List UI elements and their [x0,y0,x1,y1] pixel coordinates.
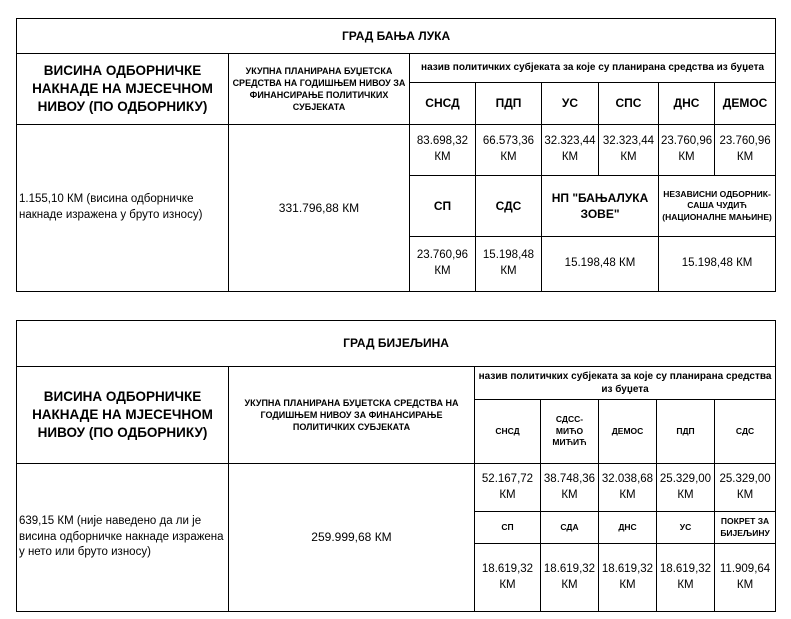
party-amount: 23.760,96 КМ [659,125,715,176]
party-name: ПДП [476,83,542,125]
party-amount: 18.619,32 КМ [657,544,715,612]
party-name: ДЕМОС [599,400,657,464]
party-name: ПОКРЕТ ЗА БИЈЕЉИНУ [715,512,776,544]
party-name: СДС [476,176,542,237]
banja-luka-table [16,18,776,292]
party-amount: 18.619,32 КМ [599,544,657,612]
party-amount: 15.198,48 КМ [659,237,776,292]
party-amount: 52.167,72 КМ [475,464,541,512]
party-amount: 18.619,32 КМ [541,544,599,612]
party-name: СП [475,512,541,544]
city-title: ГРАД БАЊА ЛУКА [17,19,776,54]
header-councillor-fee: ВИСИНА ОДБОРНИЧКЕ НАКНАДЕ НА МЈЕСЕЧНОМ НИВОУ (ПО ОДБОРНИКУ) [17,367,229,464]
party-amount: 18.619,32 КМ [475,544,541,612]
header-total-budget: УКУПНА ПЛАНИРАНА БУЏЕТСКА СРЕДСТВА НА ГОДИШЊЕМ НИВОУ ЗА ФИНАНСИРАЊЕ ПОЛИТИЧКИХ СУБЈЕКАТА [229,367,475,464]
header-councillor-fee: ВИСИНА ОДБОРНИЧКЕ НАКНАДЕ НА МЈЕСЕЧНОМ НИВОУ (ПО ОДБОРНИКУ) [17,54,229,125]
party-amount: 15.198,48 КМ [476,237,542,292]
party-amount: 25.329,00 КМ [715,464,776,512]
party-name: УС [657,512,715,544]
party-amount: 32.038,68 КМ [599,464,657,512]
header-total-budget: УКУПНА ПЛАНИРАНА БУЏЕТСКА СРЕДСТВА НА ГОДИШЊЕМ НИВОУ ЗА ФИНАНСИРАЊЕ ПОЛИТИЧКИХ СУБЈЕКАТА [229,54,410,125]
party-amount: 32.323,44 КМ [599,125,659,176]
party-amount: 66.573,36 КМ [476,125,542,176]
party-amount: 11.909,64 КМ [715,544,776,612]
header-parties: назив политичких субјеката за које су планирана средства из буџета [410,54,776,83]
party-amount: 38.748,36 КМ [541,464,599,512]
header-parties: назив политичких субјеката за које су планирана средства из буџета [475,367,776,400]
party-name: СП [410,176,476,237]
party-name: СПС [599,83,659,125]
total-budget-value: 259.999,68 КМ [229,464,475,612]
party-name: ДНС [659,83,715,125]
party-amount: 25.329,00 КМ [657,464,715,512]
party-amount: 15.198,48 КМ [542,237,659,292]
party-name: ПДП [657,400,715,464]
party-amount: 83.698,32 КМ [410,125,476,176]
party-amount: 32.323,44 КМ [542,125,599,176]
total-budget-value: 331.796,88 КМ [229,125,410,292]
bijeljina-table [16,320,776,612]
city-title: ГРАД БИЈЕЉИНА [17,321,776,367]
party-name: СДС [715,400,776,464]
party-name: СДА [541,512,599,544]
party-name: УС [542,83,599,125]
councillor-fee-value: 639,15 КМ (није наведено да ли је висина одборничке накнаде изражена у нето или бруто износу) [17,464,229,612]
party-name: СДСС-МИЋО МИЋИЋ [541,400,599,464]
party-name: ДЕМОС [715,83,776,125]
party-amount: 23.760,96 КМ [715,125,776,176]
party-amount: 23.760,96 КМ [410,237,476,292]
councillor-fee-value: 1.155,10 КМ (висина одборничке накнаде изражена у бруто износу) [17,125,229,292]
party-name: НП "БАЊАЛУКА ЗОВЕ" [542,176,659,237]
party-name: ДНС [599,512,657,544]
party-name: СНСД [475,400,541,464]
party-name: СНСД [410,83,476,125]
party-name: НЕЗАВИСНИ ОДБОРНИК-САША ЧУДИЋ (НАЦИОНАЛНЕ МАЊИНЕ) [659,176,776,237]
